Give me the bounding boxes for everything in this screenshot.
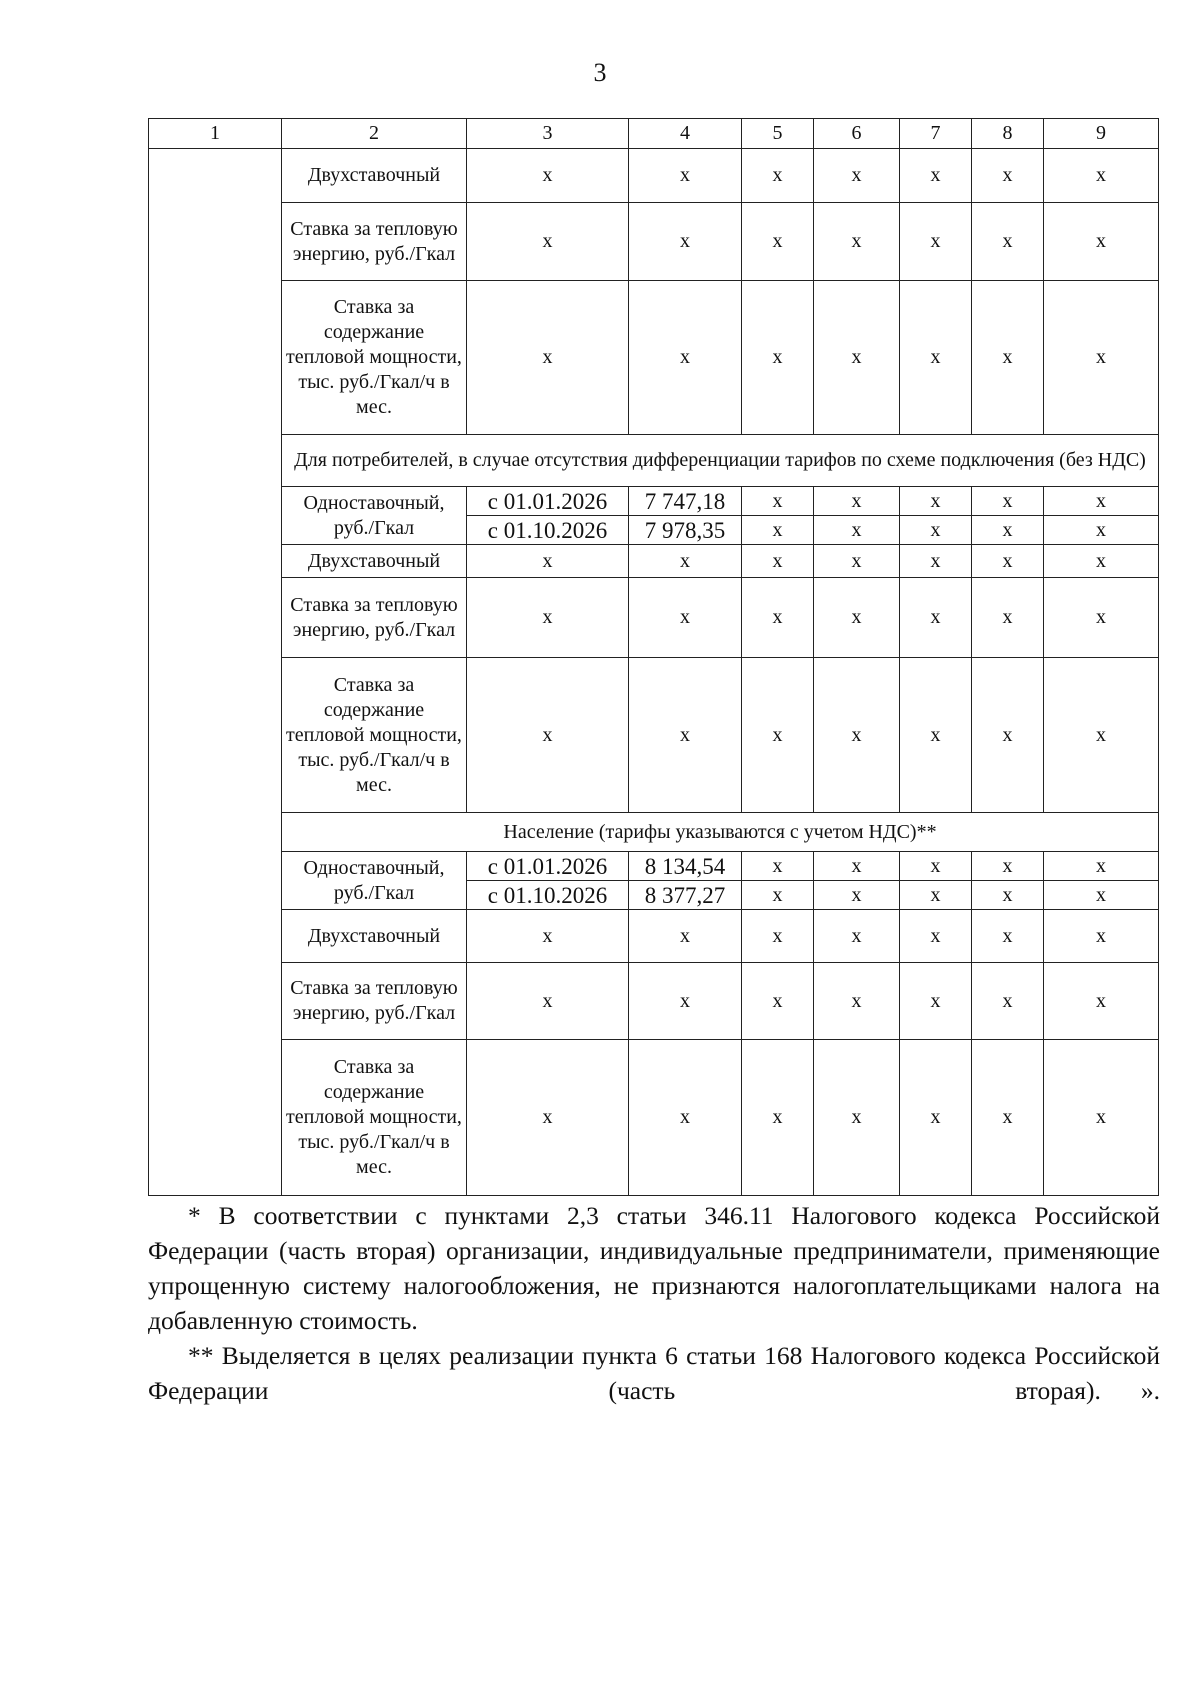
cross-cell: x bbox=[972, 516, 1044, 545]
table-row bbox=[149, 910, 1159, 963]
row-label: Двухставочный bbox=[282, 545, 467, 578]
cross-cell: x bbox=[900, 203, 972, 281]
cross-cell: x bbox=[1044, 516, 1159, 545]
cross-cell: x bbox=[972, 578, 1044, 658]
tariff-table bbox=[148, 118, 1159, 1196]
cross-cell: x bbox=[814, 487, 900, 516]
cross-cell: x bbox=[900, 516, 972, 545]
cross-cell: x bbox=[742, 487, 814, 516]
cross-cell: x bbox=[900, 1040, 972, 1196]
cross-cell: x bbox=[1044, 487, 1159, 516]
row-label: Двухставочный bbox=[282, 910, 467, 963]
column-number: 7 bbox=[900, 119, 972, 149]
column-number-row bbox=[149, 119, 1159, 149]
cross-cell: x bbox=[1044, 1040, 1159, 1196]
cross-cell: x bbox=[629, 658, 742, 813]
column-number: 4 bbox=[629, 119, 742, 149]
cross-cell: x bbox=[900, 149, 972, 203]
cross-cell: x bbox=[742, 658, 814, 813]
cross-cell: x bbox=[467, 658, 629, 813]
cross-cell: x bbox=[814, 545, 900, 578]
cross-cell: x bbox=[814, 149, 900, 203]
cross-cell: x bbox=[972, 881, 1044, 910]
row-label: Ставка за тепловую энергию, руб./Гкал bbox=[282, 203, 467, 281]
cross-cell: x bbox=[742, 963, 814, 1040]
cross-cell: x bbox=[972, 852, 1044, 881]
table-row bbox=[149, 545, 1159, 578]
cross-cell: x bbox=[629, 149, 742, 203]
cross-cell: x bbox=[742, 910, 814, 963]
cross-cell: x bbox=[814, 1040, 900, 1196]
cross-cell: x bbox=[900, 578, 972, 658]
column-number: 8 bbox=[972, 119, 1044, 149]
tariff-value: 8 134,54 bbox=[629, 852, 742, 881]
cross-cell: x bbox=[742, 149, 814, 203]
column-number: 1 bbox=[149, 119, 282, 149]
tariff-value: 8 377,27 bbox=[629, 881, 742, 910]
tariff-value: 7 747,18 bbox=[629, 487, 742, 516]
cross-cell: x bbox=[467, 203, 629, 281]
cross-cell: x bbox=[900, 281, 972, 435]
cross-cell: x bbox=[1044, 910, 1159, 963]
row-label: Ставка за содержание тепловой мощности, тыс. руб./Гкал/ч в мес. bbox=[282, 1040, 467, 1196]
section-row bbox=[149, 435, 1159, 487]
table-row bbox=[149, 149, 1159, 203]
table-row bbox=[149, 487, 1159, 516]
closing-quote: ». bbox=[1140, 1376, 1160, 1405]
column-number: 5 bbox=[742, 119, 814, 149]
cross-cell: x bbox=[972, 1040, 1044, 1196]
cross-cell: x bbox=[900, 545, 972, 578]
period-cell: с 01.01.2026 bbox=[467, 852, 629, 881]
cross-cell: x bbox=[467, 910, 629, 963]
row-label: Ставка за тепловую энергию, руб./Гкал bbox=[282, 963, 467, 1040]
cross-cell: x bbox=[972, 487, 1044, 516]
cross-cell: x bbox=[814, 516, 900, 545]
table-row bbox=[149, 963, 1159, 1040]
cross-cell: x bbox=[1044, 658, 1159, 813]
footnote-vat-allocation bbox=[148, 1338, 1160, 1408]
cross-cell: x bbox=[1044, 963, 1159, 1040]
cross-cell: x bbox=[629, 203, 742, 281]
page-number: 3 bbox=[593, 58, 607, 87]
cross-cell: x bbox=[467, 1040, 629, 1196]
row-label: Ставка за содержание тепловой мощности, тыс. руб./Гкал/ч в мес. bbox=[282, 658, 467, 813]
footnotes bbox=[148, 1198, 1160, 1408]
cross-cell: x bbox=[629, 281, 742, 435]
cross-cell: x bbox=[814, 281, 900, 435]
column-number: 2 bbox=[282, 119, 467, 149]
period-cell: с 01.10.2026 bbox=[467, 516, 629, 545]
tariff-value: 7 978,35 bbox=[629, 516, 742, 545]
cross-cell: x bbox=[629, 1040, 742, 1196]
section-heading: Население (тарифы указываются с учетом НДС)** bbox=[282, 813, 1159, 852]
cross-cell: x bbox=[972, 281, 1044, 435]
cross-cell: x bbox=[1044, 281, 1159, 435]
cross-cell: x bbox=[629, 578, 742, 658]
cross-cell: x bbox=[742, 281, 814, 435]
cross-cell: x bbox=[900, 852, 972, 881]
table-row bbox=[149, 203, 1159, 281]
empty-category-cell bbox=[149, 149, 282, 1196]
cross-cell: x bbox=[972, 963, 1044, 1040]
cross-cell: x bbox=[742, 203, 814, 281]
cross-cell: x bbox=[742, 1040, 814, 1196]
table-row bbox=[149, 281, 1159, 435]
cross-cell: x bbox=[1044, 149, 1159, 203]
row-label: Ставка за содержание тепловой мощности, тыс. руб./Гкал/ч в мес. bbox=[282, 281, 467, 435]
column-number: 3 bbox=[467, 119, 629, 149]
cross-cell: x bbox=[814, 852, 900, 881]
period-cell: с 01.01.2026 bbox=[467, 487, 629, 516]
table-row bbox=[149, 1040, 1159, 1196]
cross-cell: x bbox=[467, 578, 629, 658]
cross-cell: x bbox=[814, 658, 900, 813]
cross-cell: x bbox=[900, 658, 972, 813]
cross-cell: x bbox=[972, 149, 1044, 203]
cross-cell: x bbox=[972, 910, 1044, 963]
cross-cell: x bbox=[629, 545, 742, 578]
cross-cell: x bbox=[972, 658, 1044, 813]
cross-cell: x bbox=[814, 910, 900, 963]
table-row bbox=[149, 578, 1159, 658]
footnote-vat-exemption: * В соответствии с пунктами 2,3 статьи 346.11 Налогового кодекса Российской Федерации (часть вторая) организации, индивидуальные предприниматели, применяющие упрощенную систему налогообложения, не признаются налогоплательщиками налога на добавленную стоимость. bbox=[148, 1201, 1160, 1335]
cross-cell: x bbox=[1044, 578, 1159, 658]
cross-cell: x bbox=[742, 881, 814, 910]
cross-cell: x bbox=[467, 545, 629, 578]
period-cell: с 01.10.2026 bbox=[467, 881, 629, 910]
column-number: 6 bbox=[814, 119, 900, 149]
section-heading: Для потребителей, в случае отсутствия дифференциации тарифов по схеме подключения (без НДС) bbox=[282, 435, 1159, 487]
cross-cell: x bbox=[972, 203, 1044, 281]
cross-cell: x bbox=[629, 963, 742, 1040]
cross-cell: x bbox=[742, 545, 814, 578]
cross-cell: x bbox=[900, 963, 972, 1040]
cross-cell: x bbox=[900, 487, 972, 516]
cross-cell: x bbox=[814, 203, 900, 281]
cross-cell: x bbox=[1044, 203, 1159, 281]
cross-cell: x bbox=[1044, 881, 1159, 910]
cross-cell: x bbox=[629, 910, 742, 963]
cross-cell: x bbox=[742, 516, 814, 545]
cross-cell: x bbox=[467, 149, 629, 203]
cross-cell: x bbox=[1044, 545, 1159, 578]
row-label: Ставка за тепловую энергию, руб./Гкал bbox=[282, 578, 467, 658]
cross-cell: x bbox=[900, 881, 972, 910]
cross-cell: x bbox=[742, 578, 814, 658]
table-row bbox=[149, 658, 1159, 813]
row-label: Одноставочный, руб./Гкал bbox=[282, 852, 467, 910]
cross-cell: x bbox=[814, 578, 900, 658]
cross-cell: x bbox=[972, 545, 1044, 578]
column-number: 9 bbox=[1044, 119, 1159, 149]
footnote-vat-allocation-text: ** Выделяется в целях реализации пункта 6 статьи 168 Налогового кодекса Российской Федерации (часть вторая). bbox=[148, 1341, 1160, 1405]
cross-cell: x bbox=[467, 281, 629, 435]
cross-cell: x bbox=[467, 963, 629, 1040]
section-row bbox=[149, 813, 1159, 852]
cross-cell: x bbox=[742, 852, 814, 881]
cross-cell: x bbox=[1044, 852, 1159, 881]
cross-cell: x bbox=[900, 910, 972, 963]
row-label: Двухставочный bbox=[282, 149, 467, 203]
cross-cell: x bbox=[814, 963, 900, 1040]
table-row bbox=[149, 852, 1159, 881]
row-label: Одноставочный, руб./Гкал bbox=[282, 487, 467, 545]
cross-cell: x bbox=[814, 881, 900, 910]
